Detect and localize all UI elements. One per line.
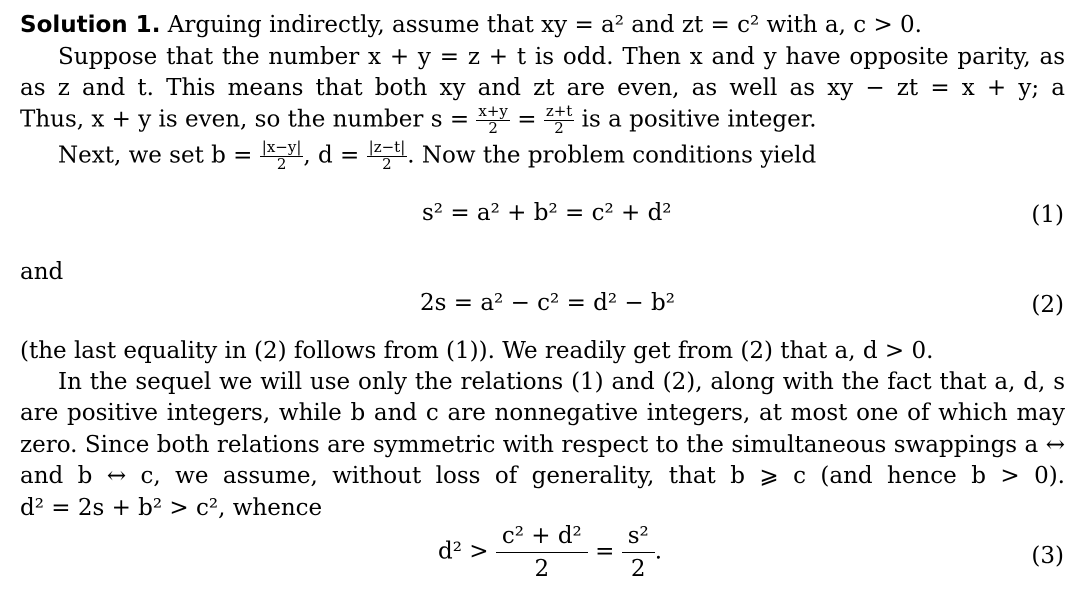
equation-2: 2s = a² − c² = d² − b² bbox=[420, 290, 675, 316]
paragraph-line-5 bbox=[58, 140, 1065, 173]
paragraph-line-4 bbox=[20, 104, 1065, 137]
equation-number-1: (1) bbox=[1031, 202, 1064, 228]
fraction-numerator: s² bbox=[622, 520, 655, 553]
paragraph-line-8: are positive integers, while b and c are nonnegative integers, at most one of which may bbox=[20, 400, 1065, 426]
line5-text-a: Next, we set b = bbox=[58, 142, 253, 169]
line4-text-a: Thus, x + y is even, so the number s = bbox=[20, 106, 470, 133]
solution-heading: Solution 1. bbox=[20, 12, 161, 38]
line5-text-b: . Now the problem conditions yield bbox=[407, 142, 817, 169]
solution-first-line bbox=[20, 10, 1065, 41]
fraction-b bbox=[260, 140, 304, 173]
fraction-s2-over-2 bbox=[622, 520, 655, 585]
fraction-s-2 bbox=[544, 104, 575, 137]
equation-3-lhs: d² > bbox=[438, 538, 489, 565]
fraction-denominator: 2 bbox=[488, 118, 498, 137]
fraction-c2-d2-over-2 bbox=[496, 520, 588, 585]
equals-sign: = bbox=[595, 538, 615, 565]
paragraph-line-3: as z and t. This means that both xy and zt are even, as well as xy − zt = x + y; a bbox=[20, 75, 1065, 101]
paragraph-line-9: zero. Since both relations are symmetric with respect to the simultaneous swappings a ↔ bbox=[20, 432, 1065, 458]
equation-3-period: . bbox=[654, 538, 663, 565]
equals-sign: = bbox=[517, 106, 537, 133]
equation-3 bbox=[438, 520, 662, 585]
and-label: and bbox=[20, 259, 64, 285]
line5-text-mid: , d = bbox=[303, 142, 360, 169]
paragraph-line-7: In the sequel we will use only the relations (1) and (2), along with the fact that a, d, s bbox=[58, 369, 1065, 395]
fraction-numerator: |x−y| bbox=[261, 138, 302, 156]
fraction-numerator: c² + d² bbox=[496, 520, 588, 553]
fraction-denominator: 2 bbox=[382, 154, 392, 173]
paragraph-line-10: and b ↔ c, we assume, without loss of generality, that b ⩾ c (and hence b > 0). bbox=[20, 463, 1065, 489]
equation-number-2: (2) bbox=[1031, 292, 1064, 318]
equation-number-3: (3) bbox=[1031, 543, 1064, 569]
fraction-denominator: 2 bbox=[534, 556, 550, 583]
paragraph-line-6: (the last equality in (2) follows from (1)). We readily get from (2) that a, d > 0. bbox=[20, 338, 934, 364]
paragraph-line-11: d² = 2s + b² > c², whence bbox=[20, 495, 323, 521]
equation-1: s² = a² + b² = c² + d² bbox=[422, 200, 672, 226]
fraction-d bbox=[367, 140, 408, 173]
fraction-denominator: 2 bbox=[276, 154, 287, 173]
fraction-numerator: z+t bbox=[545, 102, 573, 120]
fraction-numerator: |z−t| bbox=[368, 138, 406, 156]
fraction-denominator: 2 bbox=[630, 556, 646, 583]
solution-line-1: Arguing indirectly, assume that xy = a² and zt = c² with a, c > 0. bbox=[167, 12, 922, 38]
paragraph-line-2: Suppose that the number x + y = z + t is odd. Then x and y have opposite parity, as bbox=[58, 44, 1065, 70]
fraction-s-1 bbox=[476, 104, 510, 137]
line4-text-b: is a positive integer. bbox=[581, 106, 817, 133]
fraction-numerator: x+y bbox=[478, 102, 508, 120]
fraction-denominator: 2 bbox=[554, 118, 564, 137]
